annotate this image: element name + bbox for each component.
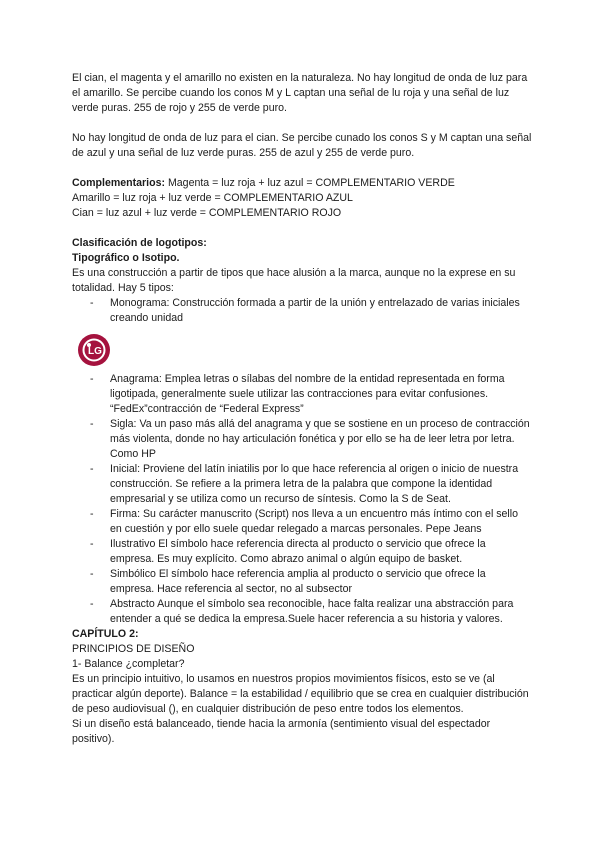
section-heading: Clasificación de logotipos: xyxy=(72,237,207,249)
list-item: - Firma: Su carácter manuscrito (Script) nos lleva a un encuentro más íntimo con el sello en cuestión y por ello suele quedar relegado a marcas personales. Pepe Jeans xyxy=(72,507,532,537)
lg-logo-text: LG xyxy=(88,346,102,357)
logo-figure xyxy=(72,326,532,372)
complementarios-magenta: Magenta = luz roja + luz azul = COMPLEMENTARIO VERDE xyxy=(165,177,455,189)
intro-paragraph-2: No hay longitud de onda de luz para el cian. Se percibe cunado los conos S y M captan una señal de azul y una señal de luz verde puras. 255 de azul y 255 de verde puro. xyxy=(72,132,532,159)
intro-paragraph-1: El cian, el magenta y el amarillo no existen en la naturaleza. No hay longitud de onda de luz para el amarillo. Se percibe cuando los conos M y L captan una señal de lu roja y una señal de luz verde puras. 255 de rojo y 255 de verde puro. xyxy=(72,72,528,114)
complementarios-label: Complementarios: xyxy=(72,177,166,189)
lg-logo-icon xyxy=(76,332,112,368)
list-item: - Abstracto Aunque el símbolo sea reconocible, hace falta realizar una abstracción para entender a qué se dedica la empresa.Suele hacer referencia a su historia y valores. xyxy=(72,597,532,627)
list-item: - Inicial: Proviene del latín iniatilis por lo que hace referencia al origen o inicio de nuestra construcción. Se refiere a la primera letra de la palabra que compone la identidad empresarial y se utiliza como un recurso de síntesis. Como la S de Seat. xyxy=(72,462,532,507)
chapter-subtitle: PRINCIPIOS DE DISEÑO xyxy=(72,643,195,655)
balance-paragraph-2: Si un diseño está balanceado, tiende hacia la armonía (sentimiento visual del espectador positivo). xyxy=(72,718,491,745)
list-item: - Ilustrativo El símbolo hace referencia directa al producto o servicio que ofrece la empresa. Es muy explícito. Como abrazo animal o algún equipo de basket. xyxy=(72,537,532,567)
logotype-list-top xyxy=(72,296,532,326)
complementarios-line-1 xyxy=(72,176,532,191)
balance-paragraph-1: Es un principio intuitivo, lo usamos en nuestros propios movimientos físicos, esto se ve (al practicar algún deporte). Balance = la estabilidad / equilibrio que se crea en cualquier distribución de peso audiovisual (), en cualquier distribución de peso entre todos los elementos. xyxy=(72,673,529,715)
balance-heading: 1- Balance ¿completar? xyxy=(72,658,185,670)
spacer xyxy=(72,161,532,176)
complementarios-line-2: Amarillo = luz roja + luz verde = COMPLEMENTARIO AZUL xyxy=(72,192,353,204)
list-item: - Simbólico El símbolo hace referencia amplia al producto o servicio que ofrece la empresa. Hace referencia al sector, no al subsector xyxy=(72,567,532,597)
section-subheading: Tipográfico o Isotipo. xyxy=(72,252,180,264)
list-item: - Monograma: Construcción formada a partir de la unión y entrelazado de varias iniciales creando unidad xyxy=(72,296,532,326)
list-item: - Anagrama: Emplea letras o sílabas del nombre de la entidad representada en forma ligotipada, generalmente suele utilizar las contracciones para evitar confusiones. “FedEx”contracción de “Federal Express” xyxy=(72,372,532,417)
clasificacion-intro: Es una construcción a partir de tipos que hace alusión a la marca, aunque no la exprese en su totalidad. Hay 5 tipos: xyxy=(72,267,516,294)
spacer xyxy=(72,116,532,131)
complementarios-line-3: Cian = luz azul + luz verde = COMPLEMENTARIO ROJO xyxy=(72,207,342,219)
list-item: - Sigla: Va un paso más allá del anagrama y que se sostiene en un proceso de contracción más violenta, donde no hay articulación fonética y por ello se ha de leer letra por letra. Como HP xyxy=(72,417,532,462)
document-body xyxy=(72,71,532,747)
chapter-title: CAPÍTULO 2: xyxy=(72,628,139,640)
spacer xyxy=(72,221,532,236)
logotype-list xyxy=(72,372,532,627)
